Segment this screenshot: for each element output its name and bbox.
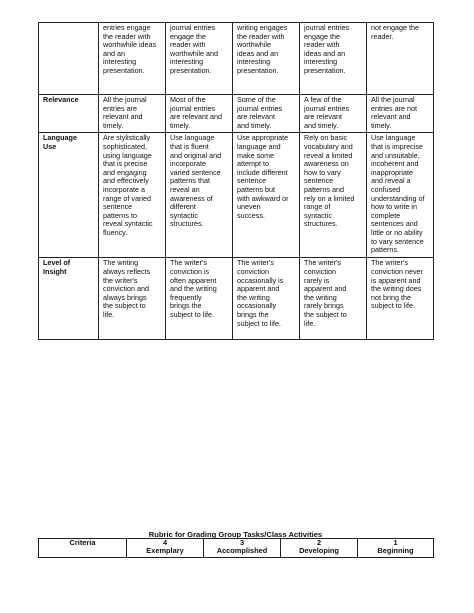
level-label: Accomplished	[216, 546, 268, 556]
rubric-cell: The writer's conviction is often apparent and the writing frequently brings the subject to life.	[166, 258, 233, 340]
rubric-cell: writing engages the reader with worthwhile ideas and an interesting presentation.	[233, 23, 300, 95]
level-label: Developing	[299, 546, 339, 556]
rubric-cell: Use language that is fluent and original and incorporate varied sentence patterns that reveal an awareness of different syntactic structures.	[166, 133, 233, 258]
rubric-cell: Some of the journal entries are relevant and timely.	[233, 95, 300, 133]
rubric-cell: Use appropriate language and make some attempt to include different sentence patterns but with awkward or uneven success.	[233, 133, 300, 258]
level-header	[358, 539, 434, 558]
criteria-cell: Language Use	[39, 133, 99, 258]
rubric-cell: journal entries engage the reader with worthwhile and interesting presentation.	[166, 23, 233, 95]
rubric-cell: Are stylistically sophisticated, using language that is precise and engaging and effectively incorporate a range of varied sentence patterns to reveal syntactic fluency.	[99, 133, 166, 258]
criteria-cell: Relevance	[39, 95, 99, 133]
rubric-cell: entries engage the reader with worthwhile ideas and an interesting presentation.	[99, 23, 166, 95]
level-label: Beginning	[377, 546, 414, 556]
rubric-cell: A few of the journal entries are relevant and timely.	[300, 95, 367, 133]
criteria-cell	[39, 23, 99, 95]
level-label: Exemplary	[146, 546, 184, 556]
table-row	[39, 23, 434, 95]
rubric-cell: The writer's conviction never is apparent and the writing does not bring the subject to life.	[367, 258, 434, 340]
level-score: 4	[162, 538, 168, 547]
rubric-cell: Most of the journal entries are relevant and timely.	[166, 95, 233, 133]
level-header	[204, 539, 281, 558]
rubric-cell: The writing always reflects the writer's conviction and always brings the subject to life.	[99, 258, 166, 340]
rubric-cell: All the journal entries are relevant and timely.	[99, 95, 166, 133]
header-row	[39, 539, 434, 558]
table-row	[39, 258, 434, 340]
level-score: 2	[316, 538, 322, 547]
rubric-cell: The writer's conviction rarely is apparent and the writing rarely brings the subject to life.	[300, 258, 367, 340]
level-header	[127, 539, 204, 558]
group-rubric-table	[38, 538, 434, 558]
rubric-cell: journal entries engage the reader with ideas and an interesting presentation.	[300, 23, 367, 95]
level-header	[281, 539, 358, 558]
rubric-cell: All the journal entries are not relevant and timely.	[367, 95, 434, 133]
criteria-header: Criteria	[39, 539, 127, 558]
criteria-cell: Level of Insight	[39, 258, 99, 340]
journal-rubric-table	[38, 22, 434, 340]
group-rubric-title: Rubric for Grading Group Tasks/Class Activities	[148, 530, 323, 539]
table-row	[39, 95, 434, 133]
rubric-cell: The writer's conviction occasionally is apparent and the writing occasionally brings the subject to life.	[233, 258, 300, 340]
rubric-cell: Rely on basic vocabulary and reveal a limited awareness on how to vary sentence patterns and rely on a limited range of syntactic structures.	[300, 133, 367, 258]
level-score: 1	[393, 538, 398, 547]
rubric-cell: Use language that is imprecise and unsuitable, incoherent and inappropriate and reveal a confused understanding of how to write in complete sentences and little or no ability to vary sentence patterns.	[367, 133, 434, 258]
rubric-cell: not engage the reader.	[367, 23, 434, 95]
table-row	[39, 133, 434, 258]
level-score: 3	[239, 538, 245, 547]
